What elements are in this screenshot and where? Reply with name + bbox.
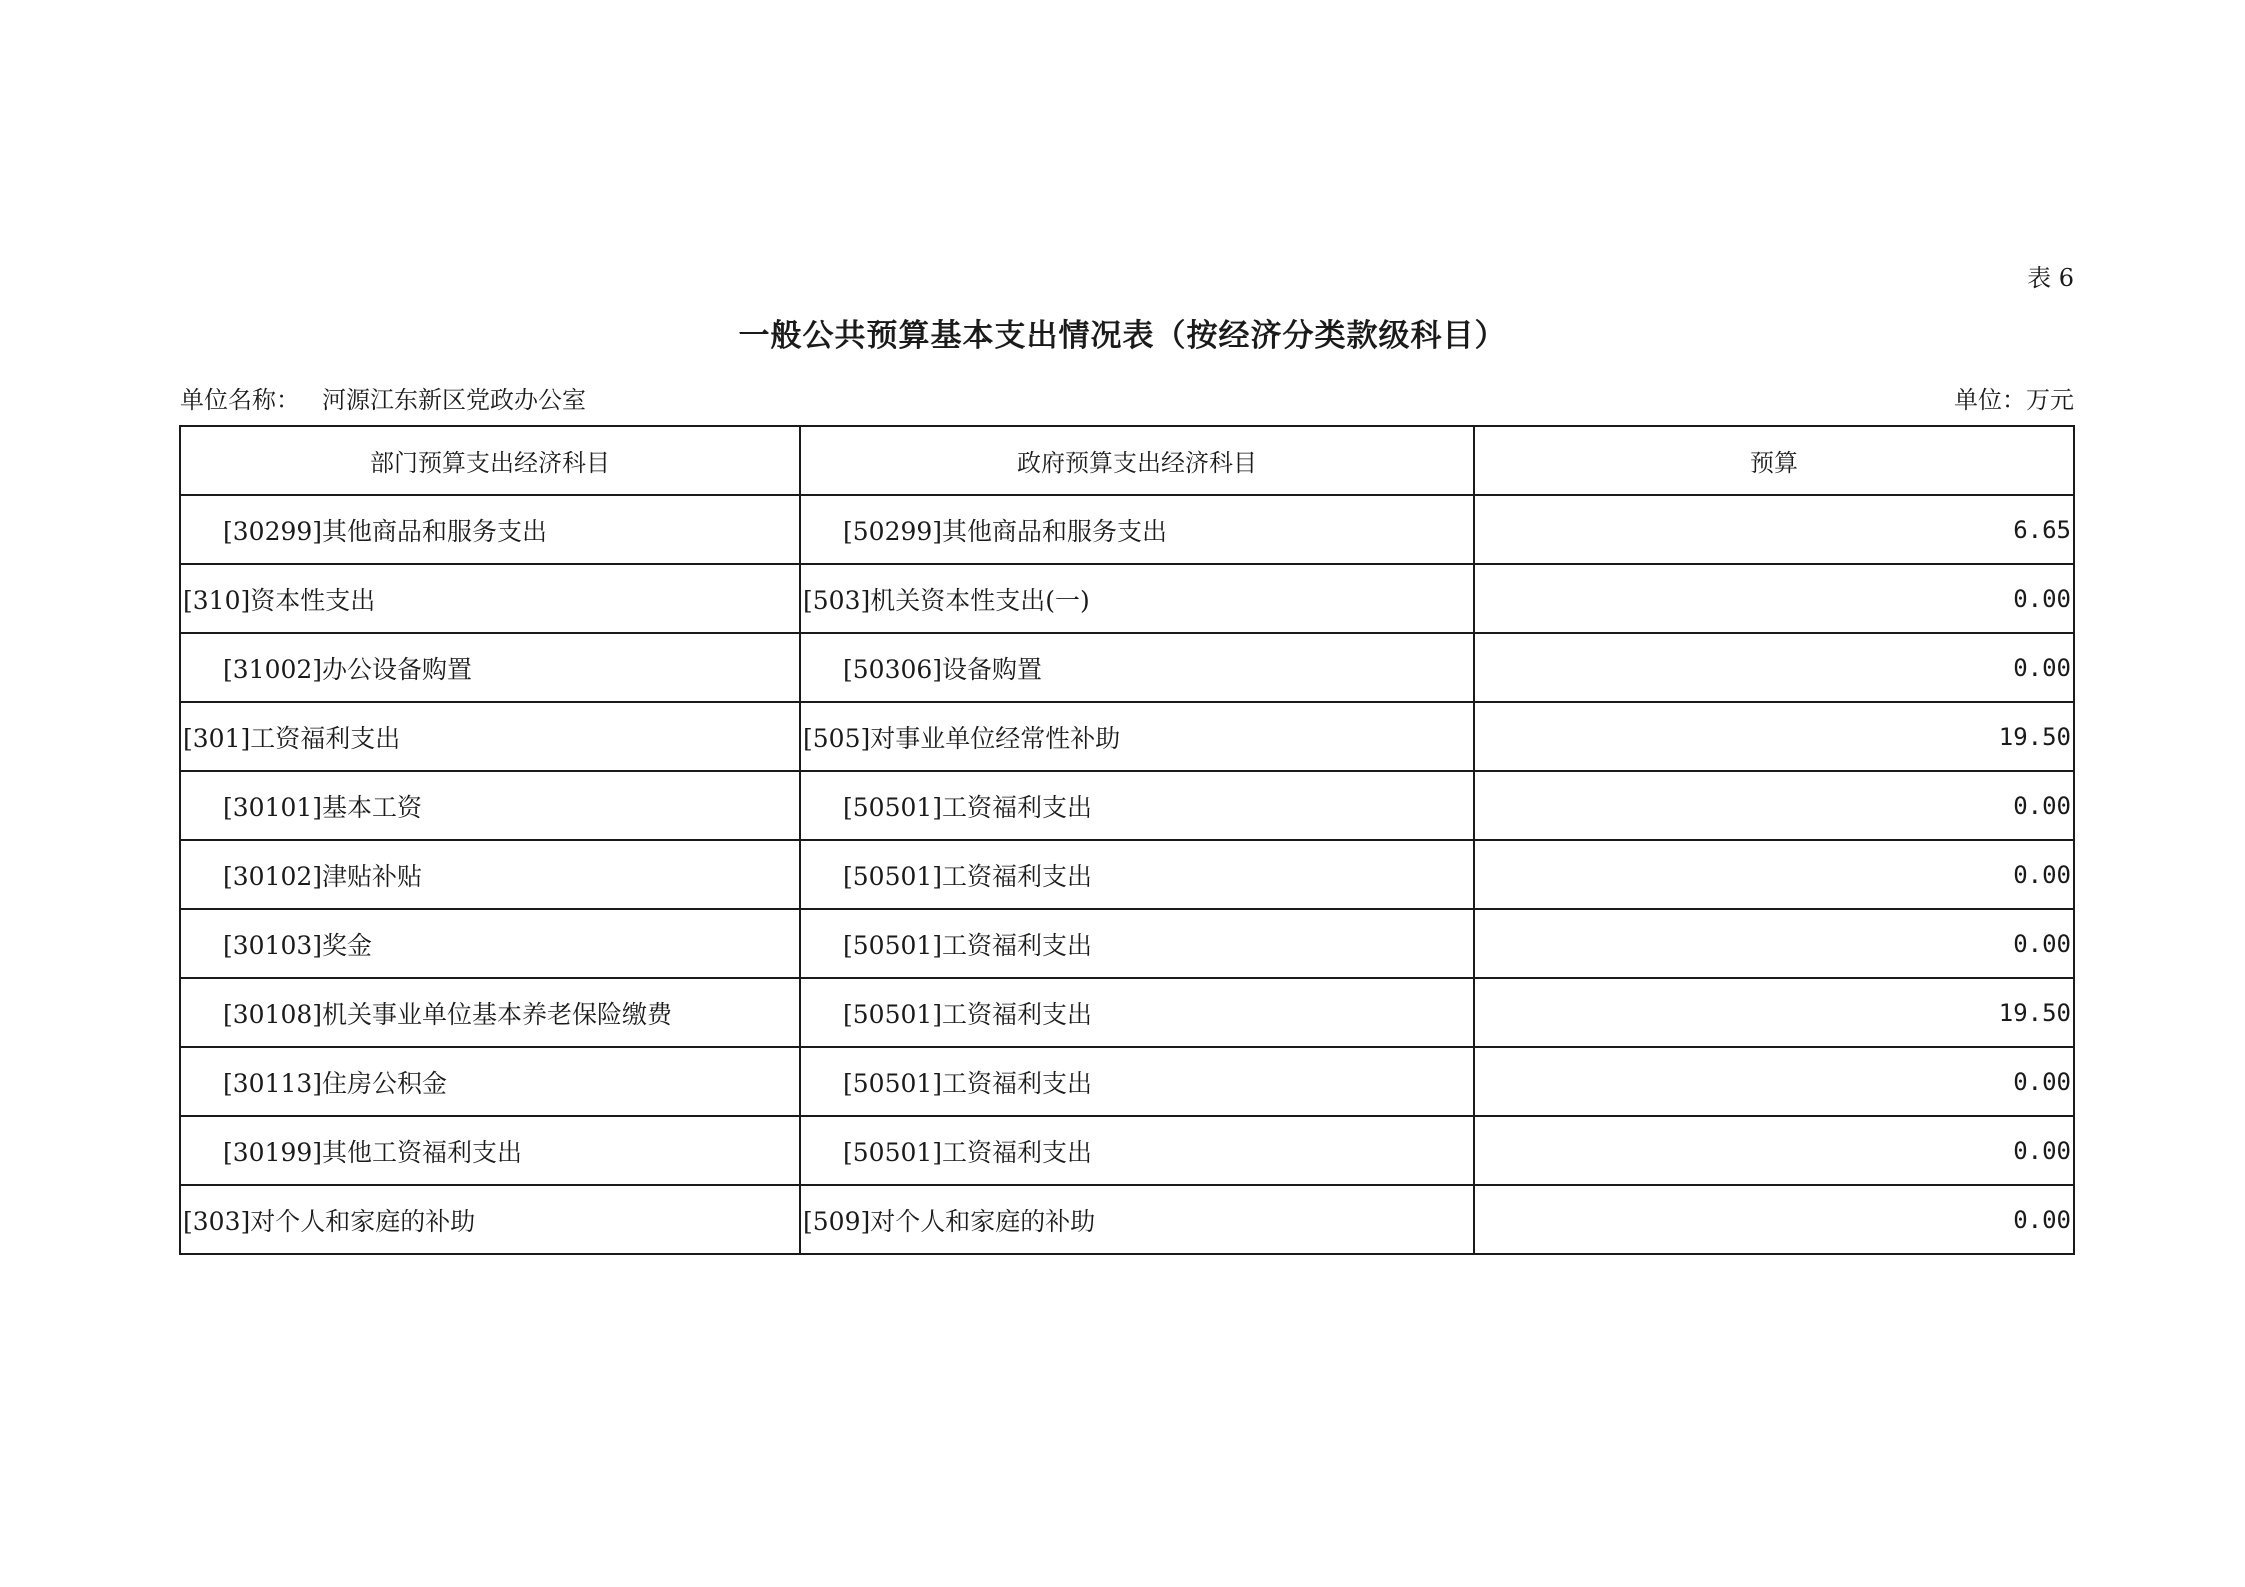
gov-subject-cell: [50299]其他商品和服务支出 — [800, 495, 1474, 564]
table-header-row — [180, 426, 2074, 495]
dept-subject-cell: [301]工资福利支出 — [180, 702, 800, 771]
gov-subject-cell: [50501]工资福利支出 — [800, 771, 1474, 840]
page-title: 一般公共预算基本支出情况表（按经济分类款级科目） — [738, 318, 1507, 354]
gov-subject-cell: [503]机关资本性支出(一) — [800, 564, 1474, 633]
table-row — [180, 1116, 2074, 1185]
dept-subject-cell: [30113]住房公积金 — [180, 1047, 800, 1116]
budget-cell: 0.00 — [1474, 840, 2074, 909]
gov-subject-cell: [50501]工资福利支出 — [800, 1116, 1474, 1185]
budget-cell: 19.50 — [1474, 978, 2074, 1047]
dept-subject-cell: [30102]津贴补贴 — [180, 840, 800, 909]
table-row — [180, 1185, 2074, 1254]
table-row — [180, 564, 2074, 633]
budget-cell: 19.50 — [1474, 702, 2074, 771]
budget-cell: 0.00 — [1474, 1185, 2074, 1254]
gov-subject-cell: [50501]工资福利支出 — [800, 1047, 1474, 1116]
gov-subject-cell: [505]对事业单位经常性补助 — [800, 702, 1474, 771]
dept-subject-cell: [30103]奖金 — [180, 909, 800, 978]
header-dept-subject: 部门预算支出经济科目 — [180, 426, 800, 495]
gov-subject-cell: [50501]工资福利支出 — [800, 978, 1474, 1047]
table-row — [180, 702, 2074, 771]
table-body — [180, 495, 2074, 1254]
gov-subject-cell: [50501]工资福利支出 — [800, 840, 1474, 909]
dept-subject-cell: [30299]其他商品和服务支出 — [180, 495, 800, 564]
budget-cell: 0.00 — [1474, 1116, 2074, 1185]
table-row — [180, 771, 2074, 840]
unit-name-label: 单位名称： — [180, 386, 300, 414]
budget-cell: 0.00 — [1474, 909, 2074, 978]
budget-cell: 0.00 — [1474, 1047, 2074, 1116]
table-row — [180, 1047, 2074, 1116]
dept-subject-cell: [30108]机关事业单位基本养老保险缴费 — [180, 978, 800, 1047]
budget-cell: 0.00 — [1474, 771, 2074, 840]
gov-subject-cell: [509]对个人和家庭的补助 — [800, 1185, 1474, 1254]
meta-row — [180, 380, 2074, 415]
table-row — [180, 633, 2074, 702]
table-number: 表 6 — [2027, 264, 2074, 292]
header-budget: 预算 — [1474, 426, 2074, 495]
currency-unit: 单位：万元 — [1954, 386, 2074, 414]
gov-subject-cell: [50501]工资福利支出 — [800, 909, 1474, 978]
budget-cell: 0.00 — [1474, 633, 2074, 702]
table-row — [180, 495, 2074, 564]
budget-table — [179, 425, 2075, 1255]
gov-subject-cell: [50306]设备购置 — [800, 633, 1474, 702]
dept-subject-cell: [303]对个人和家庭的补助 — [180, 1185, 800, 1254]
dept-subject-cell: [31002]办公设备购置 — [180, 633, 800, 702]
budget-cell: 0.00 — [1474, 564, 2074, 633]
table-row — [180, 909, 2074, 978]
budget-cell: 6.65 — [1474, 495, 2074, 564]
table-row — [180, 840, 2074, 909]
table-row — [180, 978, 2074, 1047]
unit-name-block — [180, 380, 586, 415]
unit-name: 河源江东新区党政办公室 — [322, 386, 586, 414]
dept-subject-cell: [310]资本性支出 — [180, 564, 800, 633]
header-gov-subject: 政府预算支出经济科目 — [800, 426, 1474, 495]
dept-subject-cell: [30101]基本工资 — [180, 771, 800, 840]
dept-subject-cell: [30199]其他工资福利支出 — [180, 1116, 800, 1185]
